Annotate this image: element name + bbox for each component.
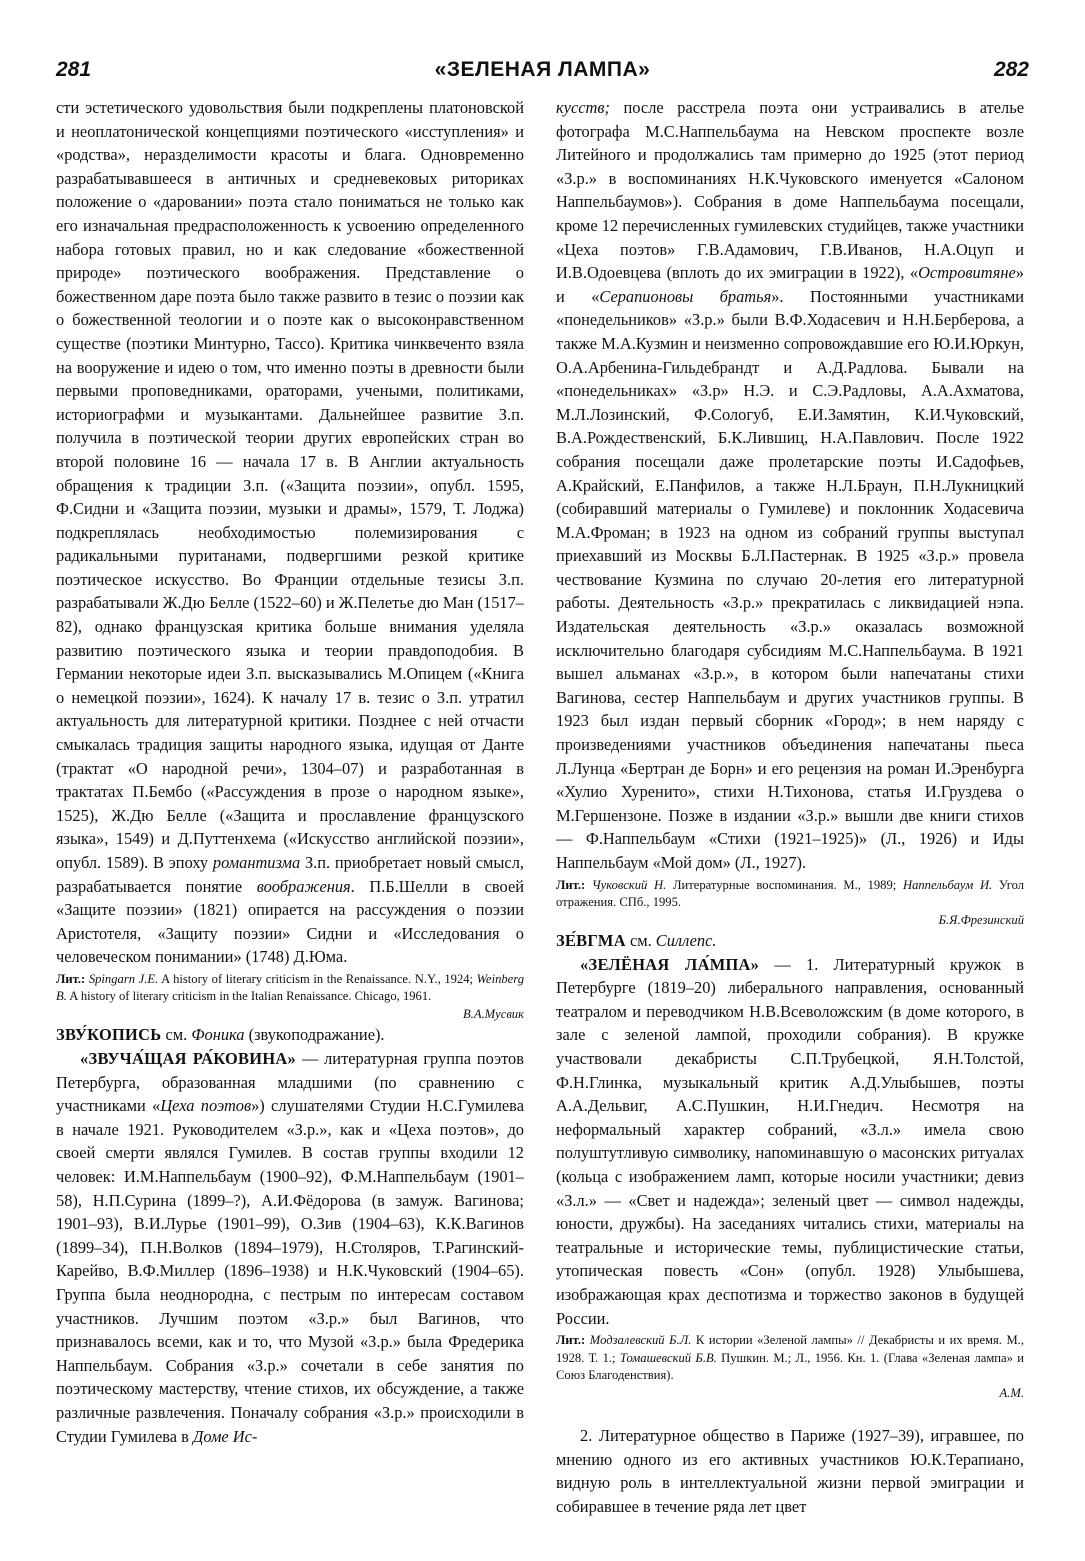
- right-column: [556, 96, 1024, 1519]
- article-author-2: Б.Я.Фрезинский: [938, 912, 1024, 927]
- bibliography-1: Лит.: Spingarn J.E. A history of literary criticism in the Renaissance. N.Y., 1924; Weinberg B. A history of literary criticism in the Italian Renaissance. Chicago, 1961. В.А.Мусвик: [56, 971, 524, 1024]
- article-author-1: В.А.Мусвик: [462, 1006, 524, 1021]
- bibliography-2: Лит.: Чуковский Н. Литературные воспоминания. М., 1989; Наппельбаум И. Угол отражения. СПб., 1995. Б.Я.Фрезинский: [556, 877, 1024, 930]
- entry-zevgma: ЗЕ́ВГМА см. Силлепс.: [556, 931, 717, 951]
- bibliography-3: Лит.: Модзалевский Б.Л. К истории «Зеленой лампы» // Декабристы и их время. М., 1928. Т. 1.; Томашевский Б.В. Пушкин. М.; Л., 1956. Кн. 1. (Глава «Зеленая лампа» и Союз Благоденствия). А.М.: [556, 1332, 1024, 1402]
- article-author-3: А.М.: [999, 1385, 1024, 1400]
- page-number-right: 282: [993, 58, 1029, 81]
- entry-zelenaya-lampa: «ЗЕЛЁНАЯ ЛА́МПА» — 1. Литературный кружок в Петербурге (1819–20) либерального направления, основанный театралом и переводчиком Н.В.Всеволожским (в доме которого, в зале с зеленой лампой, проходили собрания). В кружке участвовали декабристы С.П.Трубецкой, Я.Н.Толстой, Ф.Н.Глинка, музыкальный критик А.Д.Улыбышев, поэты А.А.Дельвиг, А.С.Пушкин, Н.И.Гнедич. Несмотря на неформальный характер собраний, «З.л.» имела свою полуштутливую символику, напоминавшую о масонских ритуалах (кольца с изображением ламп, которые носили участники; девиз «З.л.» — «Свет и надежда»; зеленый цвет — символ надежды, юности, дружбы). На заседаниях читались стихи, материалы на театральные и исторические темы, публицистические статьи, утопическая повесть «Сон» (опубл. 1928) Улыбышева, изображающая крах деспотизма и торжество законов в будущей России.: [556, 954, 1025, 1328]
- running-title: «ЗЕЛЕНАЯ ЛАМПА»: [434, 58, 651, 81]
- entry-zvukopis: ЗВУ́КОПИСЬ см. Фоника (звукоподражание).: [56, 1025, 385, 1045]
- page-number-left: 281: [56, 58, 92, 81]
- article-continuation-right: кусств; после расстрела поэта они устраивались в ателье фотографа М.С.Наппельбаума на Невском проспекте возле Литейного и продолжались там примерно до 1925 (этот период «З.р.» в воспоминаниях Н.К.Чуковского именуется «Салоном Наппельбаумов»). Собрания в доме Наппельбаума посещали, кроме 12 перечисленных гумилевских студийцев, также участники «Цеха поэтов» Г.В.Адамович, Г.В.Иванов, Н.А.Оцуп и И.В.Одоевцева (вплоть до их эмиграции в 1922), «Островитяне» и «Серапионовы братья». Постоянными участниками «понедельников» «З.р.» были В.Ф.Ходасевич и Н.Н.Берберова, а также М.А.Кузмин и неизменно сопровождавшие его Ю.И.Юркун, О.А.Арбенина-Гильдебрандт и А.Д.Радлова. Бывали на «понедельниках» «З.р» Н.Э. и С.Э.Радловы, А.А.Ахматова, М.Л.Лозинский, Ф.Сологуб, Е.И.Замятин, К.И.Чуковский, В.А.Рождественский, Б.К.Лившиц, Н.А.Павлович. После 1922 собрания посещали даже пролетарские поэты И.Садофьев, А.Крайский, Е.Панфилов, а также Н.Л.Браун, П.Н.Лукницкий (собиравший материалы о Гумилеве) и поклонник Ходасевича М.А.Фроман; в 1923 на одном из собраний группы выступал приехавший из Москвы Б.Л.Пастернак. В 1925 «З.р.» провела чествование Кузмина по случаю 20-летия его литературной работы. Деятельность «З.р.» прекратилась с ликвидацией нэпа. Издательская деятельность «З.р.» оказалась возможной исключительно благодаря субсидиям М.С.Наппельбаума. В 1921 вышел альманах «З.р.», в котором были напечатаны стихи Вагинова, сестер Наппельбаум и других участников группы. В 1923 был издан первый сборник «Город»; в нем наряду с произведениями участников объединения напечатаны пьеса Л.Лунца «Бертран де Борн» и его рецензия на роман И.Эренбурга «Хулио Хуренито», стихи Н.Тихонова, статья И.Груздева о М.Гершензоне. Позже в издании «З.р.» вышли две книги стихов — Ф.Наппельбаум «Стихи (1921–1925)» (Л., 1926) и Иды Наппельбаум «Мой дом» (Л., 1927).: [556, 98, 1024, 872]
- page-header: [56, 58, 1029, 88]
- article-continuation: сти эстетического удовольствия были подкреплены платоновской и неоплатонической концепциями поэтического «исступления» и «родства», неразделимости красоты и блага. Одновременно разрабатывавшееся в античных и средневековых риториках положение о «даровании» поэта стало пониматься не только как его изначальная предрасположенность к усвоению определенного набора готовых правил, но и как следование «божественной природе» поэтического воображения. Представление о божественном даре поэта было также развито в тезис о поэзии как о божественной теологии и о поэте как о высоконравственном существе (поэтики Минтурно, Тассо). Критика чинквеченто взяла на вооружение и идею о том, что именно поэты в древности были первыми проповедниками, ораторами, учеными, политиками, историографми и музыкантами. Дальнейшее развитие З.п. получила в поэтической теории других европейских стран во второй половине 16 — начала 17 в. В Англии актуальность обращения к традиции З.п. («Защита поэзии», опубл. 1595, Ф.Сидни и «Защита поэзии, музыки и драмы», 1579, Т. Лоджа) подкреплялась необходимостью полемизирования с радикальными пуританами, подвергшими резкой критике поэтическое искусство. Во Франции отдельные тезисы З.п. разрабатывали Ж.Дю Белле (1522–60) и Ж.Пелетье дю Ман (1517–82), однако французская критика больше внимания уделяла развитию поэтического языка и теории правдоподобия. В Германии некоторые идеи З.п. высказывались М.Опицем («Книга о немецкой поэзии», 1624). К началу 17 в. тезис о З.п. утратил актуальность для литературной критики. Позднее с ней отчасти смыкалась традиция защиты народного языка, идущая от Данте (трактат «О народной речи», 1304–07) и разработанная в трактатах П.Бембо («Рассуждения в прозе о народном языке», 1525), Ж.Дю Белле («Защита и прославление французского языка», 1549) и Д.Путтенхема («Искусство английской поэзии», опубл. 1589). В эпоху романтизма З.п. приобретает новый смысл, разрабатывается понятие воображения. П.Б.Шелли в своей «Защите поэзии» (1821) опирается на рассуждения о поэзии Аристотеля, «Защиту поэзии» Сидни и «Исследования о человеческом понимании» (1748) Д.Юма.: [56, 98, 525, 967]
- left-column: [56, 96, 524, 1448]
- entry-zelenaya-lampa-2: 2. Литературное общество в Париже (1927–39), игравшее, по мнению одного из его активных участников Ю.К.Терапиано, видную роль в интеллектуальной жизни первой эмиграции и собиравшее в течение ряда лет цвет: [556, 1426, 1024, 1516]
- cross-reference-link[interactable]: Фоника: [191, 1025, 245, 1045]
- cross-reference-link[interactable]: Силлепс.: [655, 931, 717, 951]
- entry-zvuchashchaya-rakovina: «ЗВУЧА́ЩАЯ РА́КОВИНА» — литературная группа поэтов Петербурга, образованная младшими (по сравнению с участниками «Цеха поэтов») слушателями Студии Н.С.Гумилева в начале 1921. Руководителем «З.р.», как и «Цеха поэтов», до своей смерти являлся Гумилев. В состав группы входили 12 человек: И.М.Наппельбаум (1900–92), Ф.М.Наппельбаум (1901–58), Н.П.Сурина (1899–?), А.И.Фёдорова (в замуж. Вагинова; 1901–93), В.И.Лурье (1901–99), О.Зив (1904–63), К.К.Вагинов (1899–34), П.Н.Волков (1894–1979), Н.Столяров, Т.Рагинский-Карейво, В.Ф.Миллер (1896–1938) и Н.К.Чуковский (1904–65). Группа была неоднородна, с пестрым по интересам составом участников. Лучшим поэтом «З.р.» был Вагинов, что признавалось всеми, как и то, что Музой «З.р.» была Фредерика Наппельбаум. Собрания «З.р.» сочетали в себе занятия по поэтическому мастерству, чтение стихов, их обсуждение, а также различные развлечения. Поначалу собрания «З.р.» происходили в Студии Гумилева в Доме Ис-: [56, 1049, 524, 1446]
